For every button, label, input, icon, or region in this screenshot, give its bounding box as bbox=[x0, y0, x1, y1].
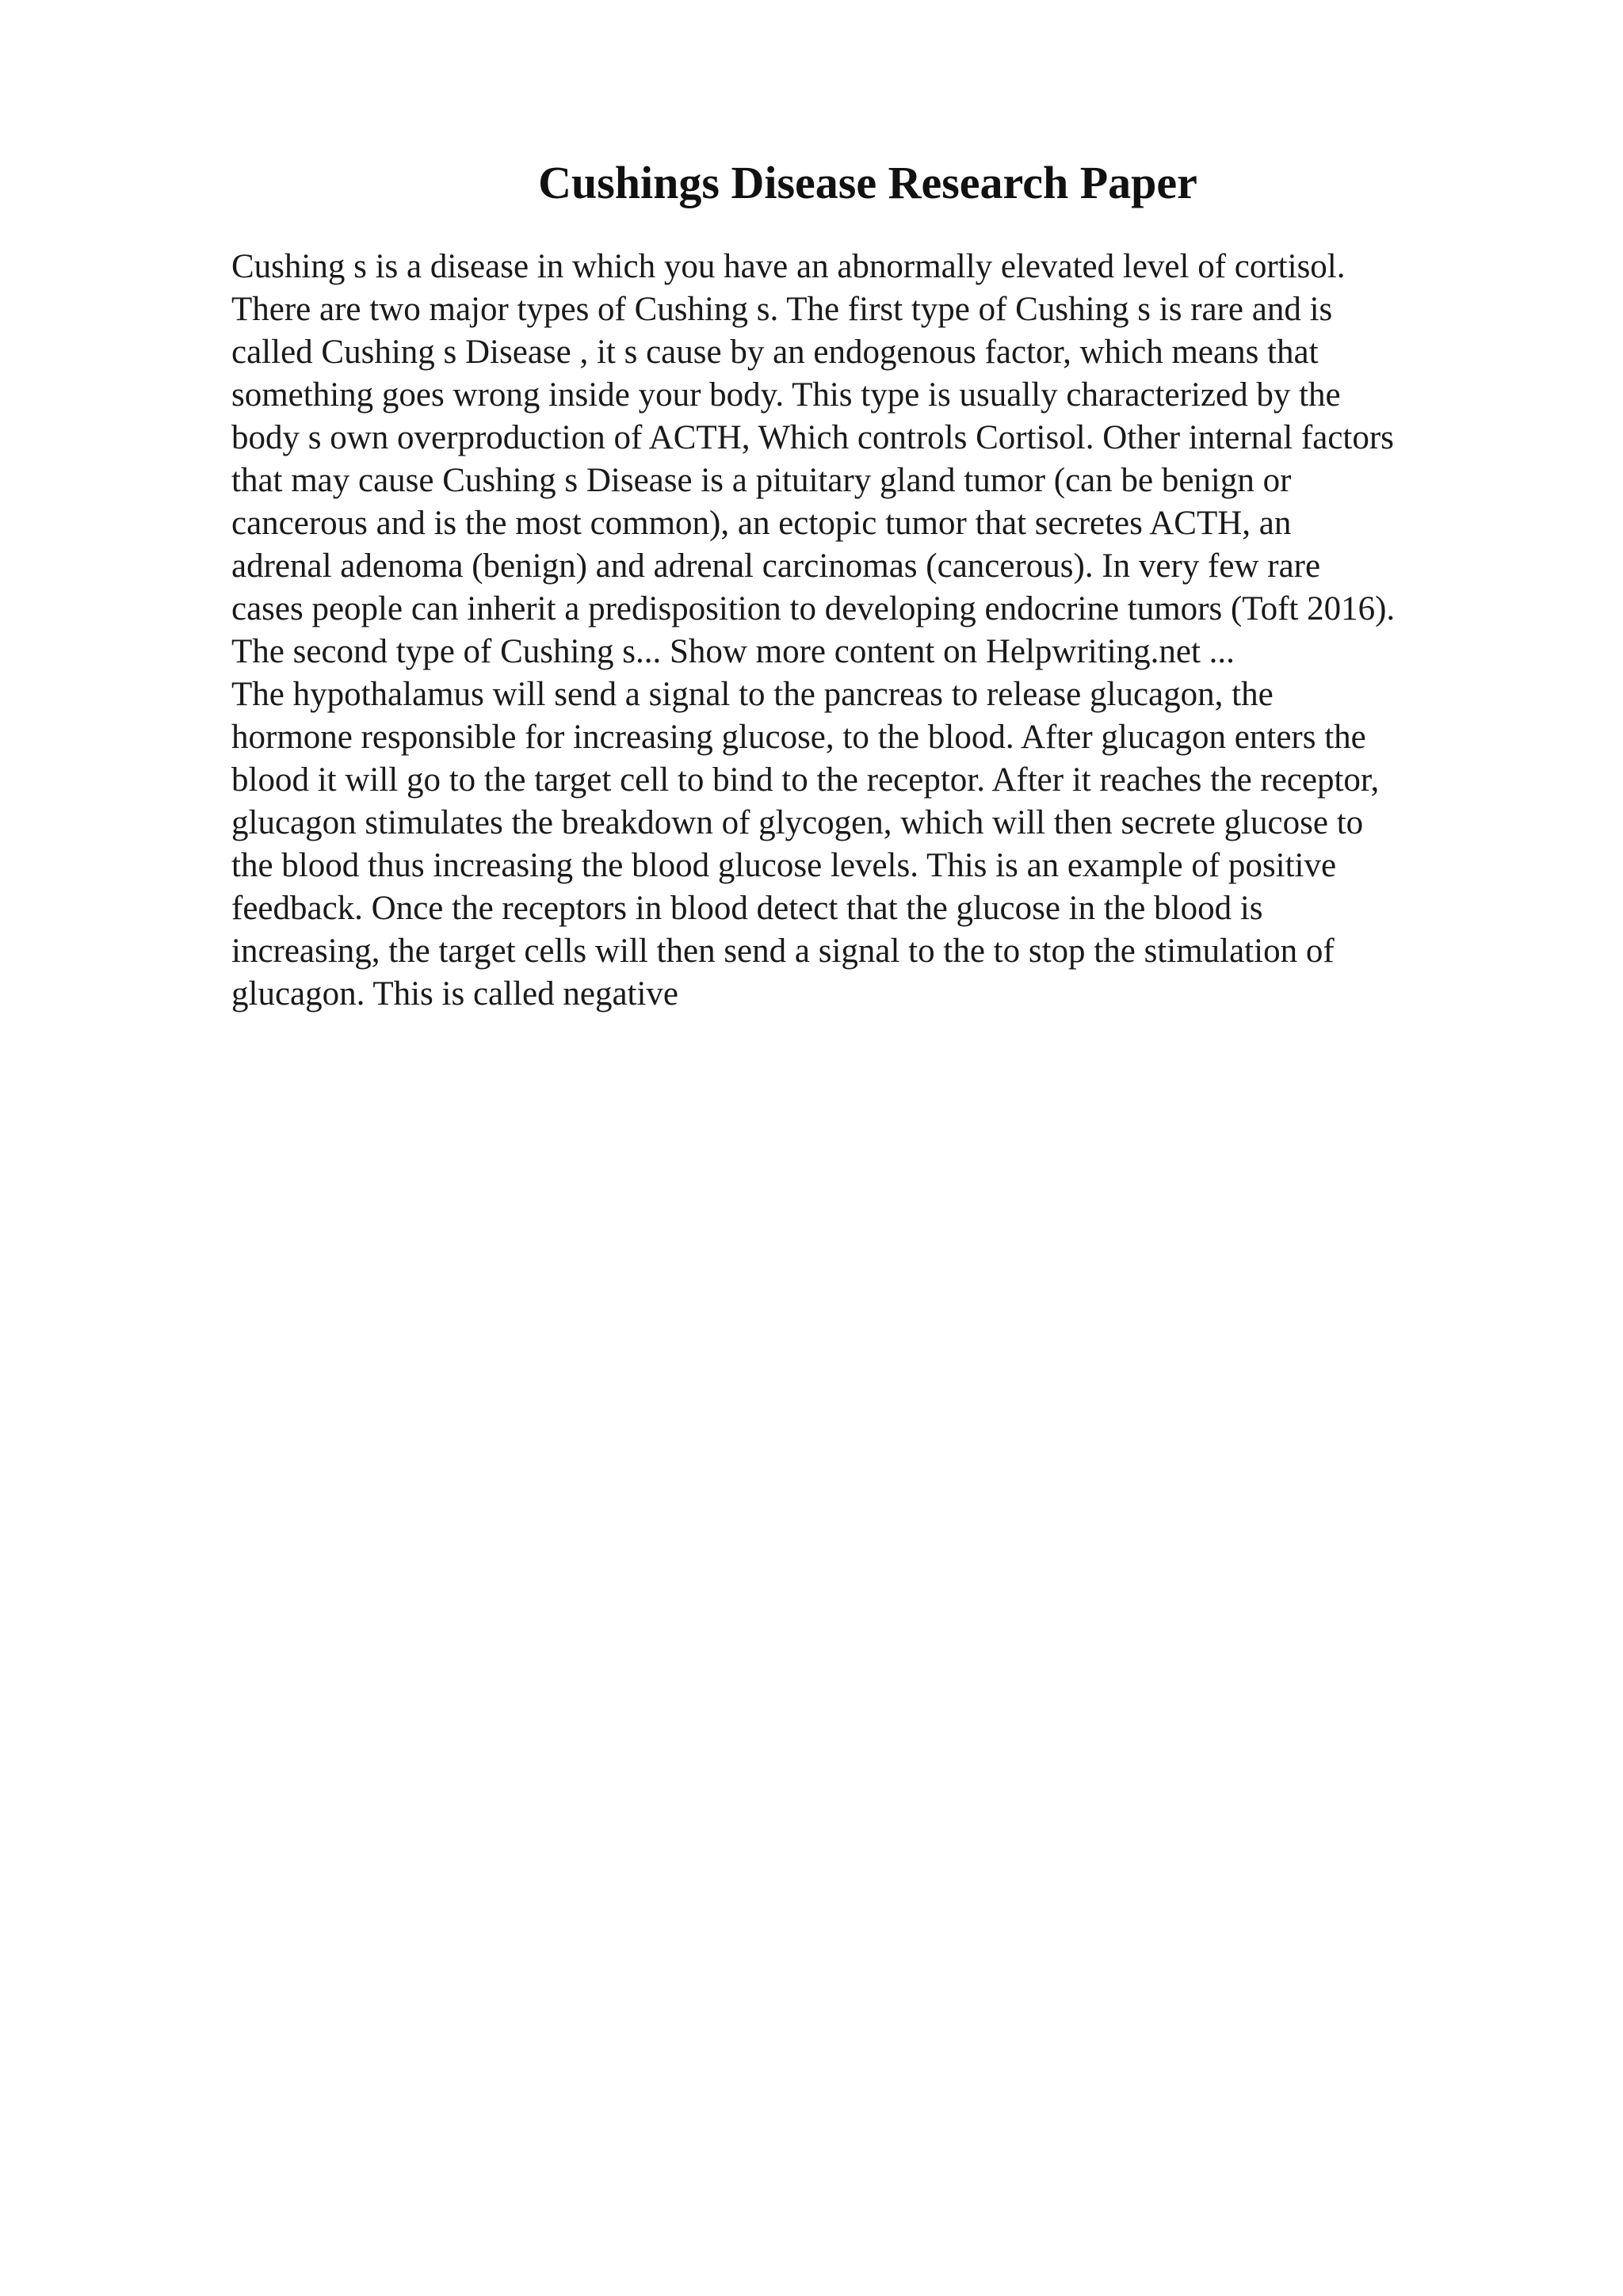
text-line: glucagon. This is called negative bbox=[231, 975, 679, 1013]
text-line: hormone responsible for increasing glucose, to the blood. After glucagon enters the bbox=[231, 719, 1366, 756]
text-line: cases people can inherit a predisposition to developing endocrine tumors (Toft 2016). bbox=[231, 590, 1396, 627]
text-line: glucagon stimulates the breakdown of glycogen, which will then secrete glucose to bbox=[231, 804, 1364, 841]
text-line: body s own overproduction of ACTH, Which controls Cortisol. Other internal factors bbox=[231, 419, 1394, 456]
text-line: the blood thus increasing the blood glucose levels. This is an example of positive bbox=[231, 847, 1337, 884]
text-line: The second type of Cushing s... Show more content on Helpwriting.net ... bbox=[231, 633, 1235, 670]
text-line: increasing, the target cells will then send a signal to the to stop the stimulation of bbox=[231, 933, 1335, 970]
text-line: feedback. Once the receptors in blood detect that the glucose in the blood is bbox=[231, 890, 1263, 927]
text-line: cancerous and is the most common), an ectopic tumor that secretes ACTH, an bbox=[231, 505, 1292, 542]
text-line: something goes wrong inside your body. This type is usually characterized by the bbox=[231, 376, 1341, 414]
text-line: blood it will go to the target cell to bind to the receptor. After it reaches the receptor, bbox=[231, 761, 1380, 799]
text-line: called Cushing s Disease , it s cause by an endogenous factor, which means that bbox=[231, 334, 1319, 371]
text-line: The hypothalamus will send a signal to the pancreas to release glucagon, the bbox=[231, 676, 1274, 713]
text-line: Cushing s is a disease in which you have an abnormally elevated level of cortisol. bbox=[231, 248, 1346, 285]
text-line: There are two major types of Cushing s. The first type of Cushing s is rare and is bbox=[231, 291, 1333, 328]
body-text bbox=[231, 246, 1515, 1016]
text-line: that may cause Cushing s Disease is a pituitary gland tumor (can be benign or bbox=[231, 462, 1292, 499]
text-line: adrenal adenoma (benign) and adrenal carcinomas (cancerous). In very few rare bbox=[231, 547, 1321, 585]
page-title: Cushings Disease Research Paper bbox=[538, 157, 1197, 208]
